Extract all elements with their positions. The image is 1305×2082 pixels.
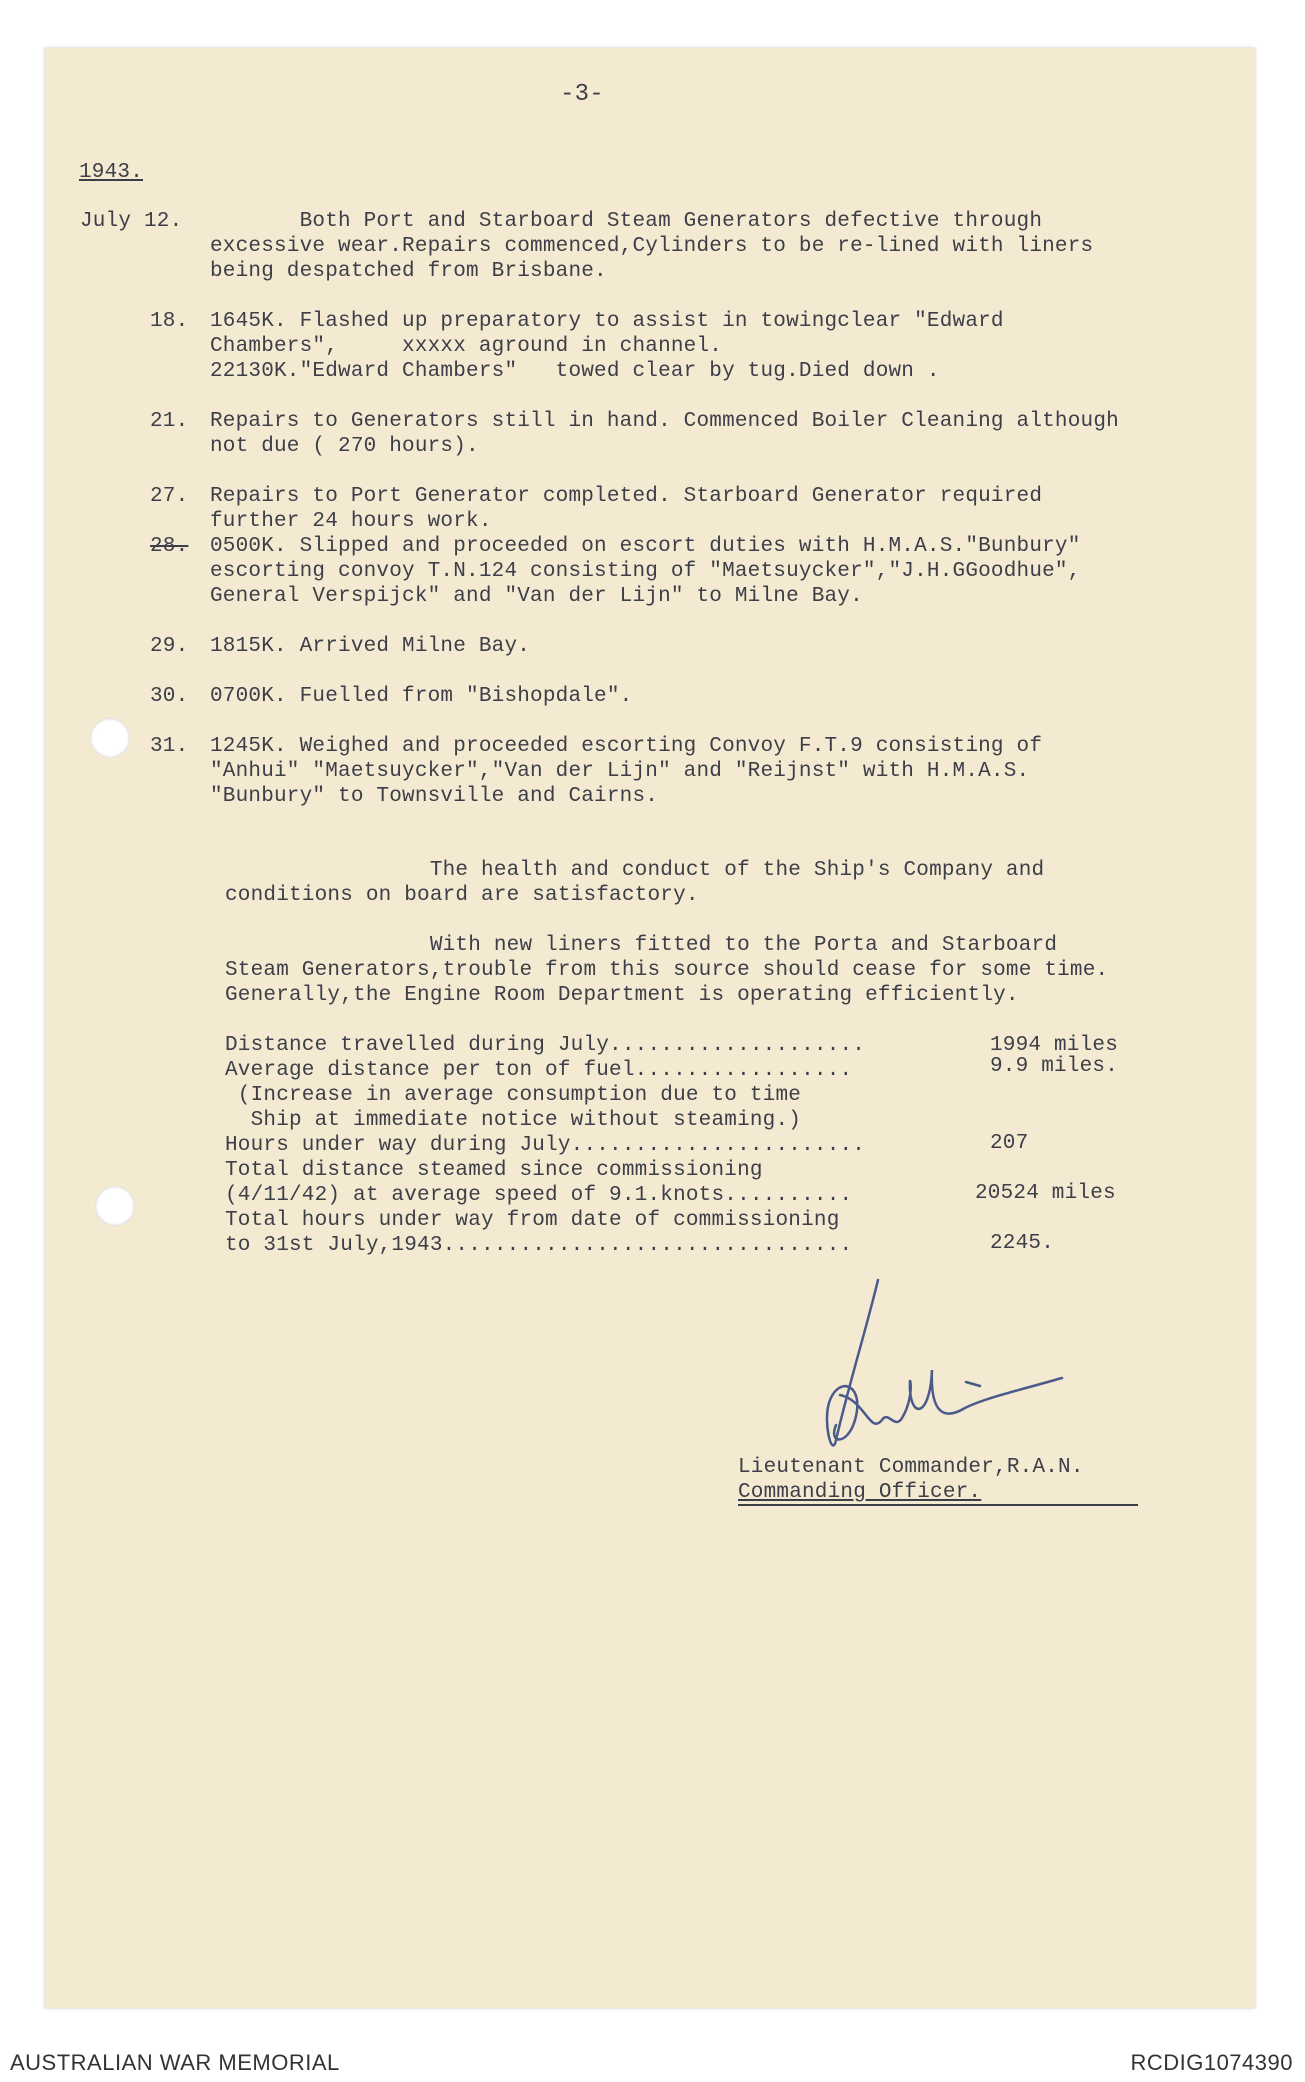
entry-day: 31. <box>150 735 189 758</box>
stat-label: Average distance per ton of fuel................. <box>225 1059 853 1082</box>
entry-line: not due ( 270 hours). <box>210 435 479 458</box>
footer-reference: RCDIG1074390 <box>1130 2050 1293 2075</box>
page-number: -3- <box>560 81 604 108</box>
punch-hole <box>95 1186 135 1226</box>
signature-rule <box>738 1504 1138 1506</box>
entry-line: being despatched from Brisbane. <box>210 260 607 283</box>
entry-line: 1815K. Arrived Milne Bay. <box>210 635 531 658</box>
entry-line: "Anhui" "Maetsuycker","Van der Lijn" and "Reijnst" with H.M.A.S. <box>210 760 1030 783</box>
entry-line: 1245K. Weighed and proceeded escorting Convoy F.T.9 consisting of <box>210 735 1043 758</box>
entry-line: 0500K. Slipped and proceeded on escort duties with H.M.A.S."Bunbury" <box>210 535 1081 558</box>
entry-day: 29. <box>150 635 189 658</box>
paragraph-line: With new liners fitted to the Porta and Starboard <box>225 934 1058 957</box>
entry-day: 21. <box>150 410 189 433</box>
entry-date: July 12. <box>80 210 183 233</box>
stat-value: 9.9 miles. <box>990 1055 1119 1078</box>
paragraph-line: Generally,the Engine Room Department is operating efficiently. <box>225 984 1019 1007</box>
entry-line: excessive wear.Repairs commenced,Cylinders to be re-lined with liners <box>210 235 1094 258</box>
stat-label: Total distance steamed since commissioning <box>225 1159 763 1182</box>
entry-line: General Verspijck" and "Van der Lijn" to Milne Bay. <box>210 585 863 608</box>
stat-label: Distance travelled during July.................... <box>225 1034 866 1057</box>
stat-value: 1994 miles <box>990 1034 1119 1057</box>
stat-label: to 31st July,1943................................ <box>225 1234 853 1257</box>
stat-value: 2245. <box>990 1232 1055 1255</box>
entry-day-struck: 28. <box>150 535 189 558</box>
entry-day: 18. <box>150 310 189 333</box>
entry-day: 30. <box>150 685 189 708</box>
entry-line: "Bunbury" to Townsville and Cairns. <box>210 785 659 808</box>
entry-line: 22130K."Edward Chambers" towed clear by tug.Died down . <box>210 360 940 383</box>
entry-line: Chambers", xxxxx aground in channel. <box>210 335 723 358</box>
entry-line: Both Port and Starboard Steam Generators defective through <box>210 210 1043 233</box>
stat-note: (Increase in average consumption due to time <box>225 1084 802 1107</box>
stat-label: Total hours under way from date of commissioning <box>225 1209 840 1232</box>
entry-line: Repairs to Port Generator completed. Starboard Generator required <box>210 485 1043 508</box>
year-heading: 1943. <box>79 161 144 184</box>
entry-line: 1645K. Flashed up preparatory to assist in towingclear "Edward <box>210 310 1004 333</box>
stat-label: (4/11/42) at average speed of 9.1.knots.......... <box>225 1184 853 1207</box>
entry-day: 27. <box>150 485 189 508</box>
footer-source: AUSTRALIAN WAR MEMORIAL <box>10 2050 340 2075</box>
handwritten-signature <box>770 1270 1070 1470</box>
signature-title: Lieutenant Commander,R.A.N. <box>738 1456 1084 1479</box>
paragraph-line: The health and conduct of the Ship's Company and <box>225 859 1045 882</box>
stat-value: 207 <box>990 1132 1029 1155</box>
paragraph-line: conditions on board are satisfactory. <box>225 884 699 907</box>
entry-line: escorting convoy T.N.124 consisting of "Maetsuycker","J.H.GGoodhue", <box>210 560 1081 583</box>
entry-line: Repairs to Generators still in hand. Commenced Boiler Cleaning although <box>210 410 1119 433</box>
entry-line: further 24 hours work. <box>210 510 492 533</box>
signature-subtitle: Commanding Officer. <box>738 1481 982 1504</box>
stat-value: 20524 miles <box>975 1182 1116 1205</box>
entry-line: 0700K. Fuelled from "Bishopdale". <box>210 685 633 708</box>
punch-hole <box>90 718 130 758</box>
stat-note: Ship at immediate notice without steaming.) <box>225 1109 802 1132</box>
stat-label: Hours under way during July....................... <box>225 1134 866 1157</box>
paragraph-line: Steam Generators,trouble from this source should cease for some time. <box>225 959 1109 982</box>
